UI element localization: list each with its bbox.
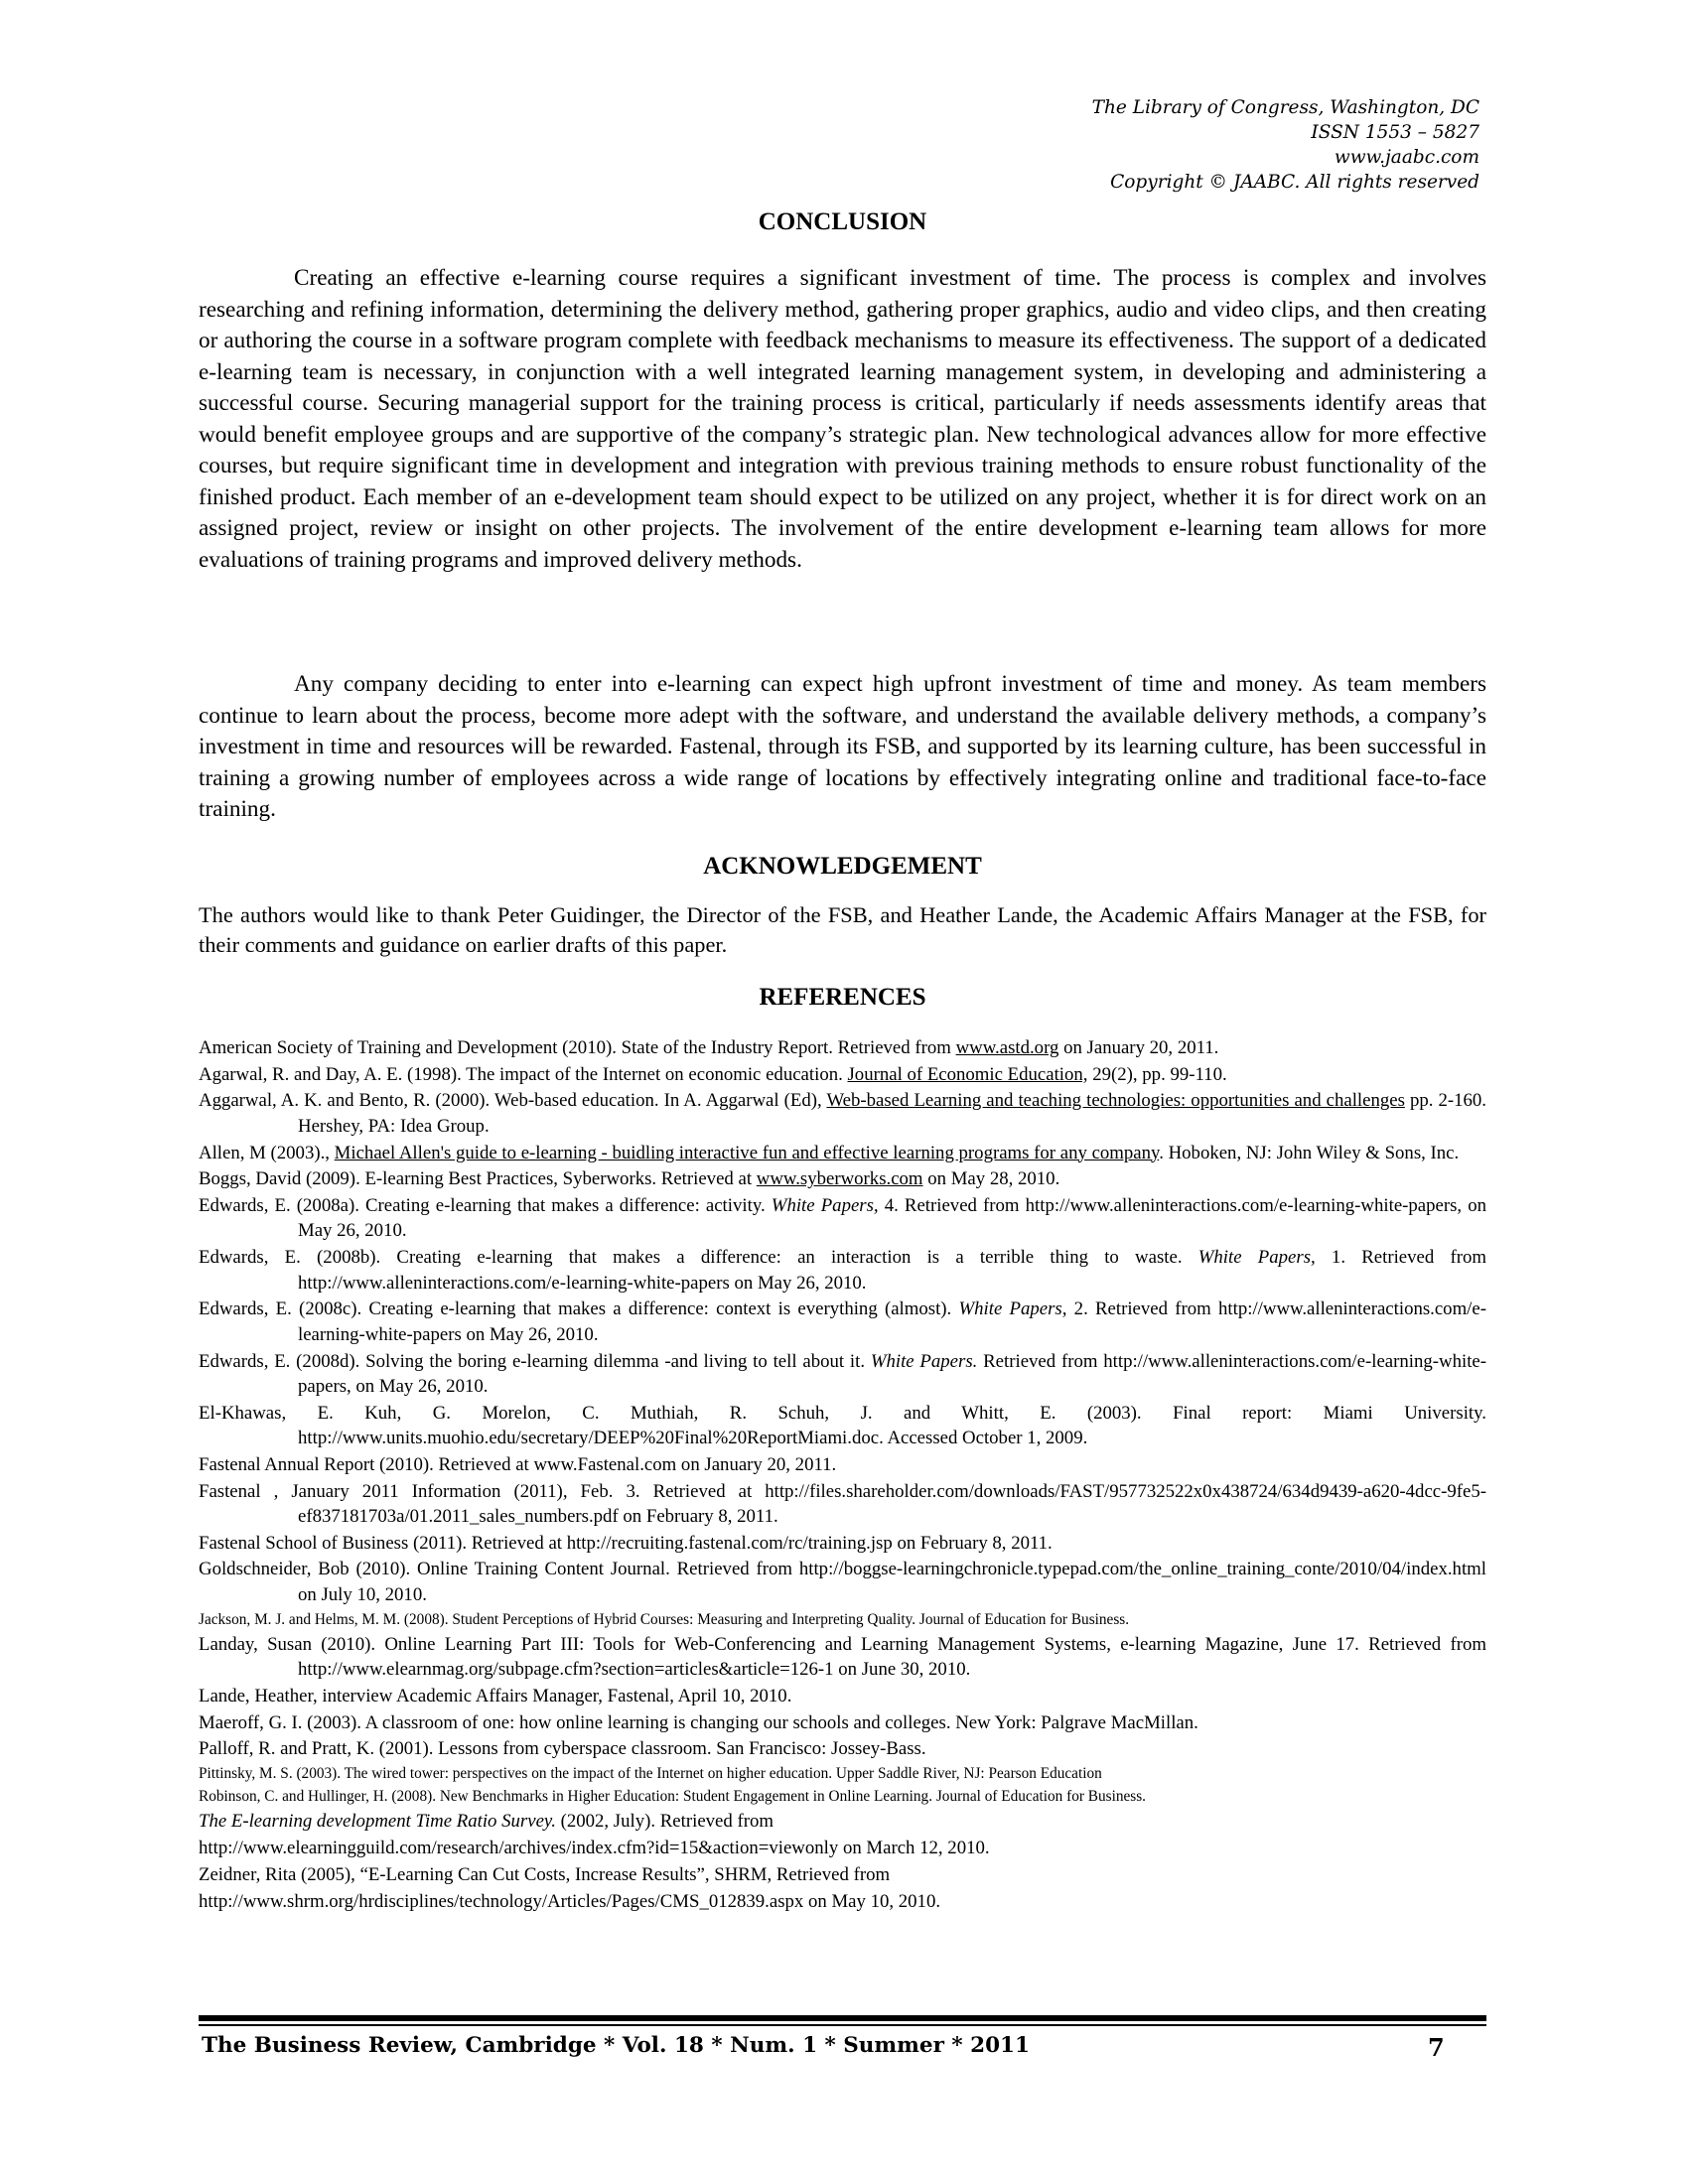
reference-entry <box>199 1141 1486 1166</box>
reference-underlined-title: Journal of Economic Education, <box>847 1063 1088 1085</box>
reference-underlined-title: Web-based Learning and teaching technologies: opportunities and challenges <box>826 1090 1405 1112</box>
reference-text: Fastenal , January 2011 Information (2011), Feb. 3. Retrieved at http://files.shareholder.com/downloads/FAST/957732522x0x438724/634d9439-a620-4dcc-9fe5-ef837181703a/01.2011_sales_numbers.pdf on February 8, 2011. <box>199 1480 1486 1528</box>
header-line: Copyright © JAABC. All rights reserved <box>1110 172 1479 193</box>
reference-text: Goldschneider, Bob (2010). Online Training Content Journal. Retrieved from http://boggse-learningchronicle.typepad.com/the_online_training_conte/2010/04/index.html on July 10, 2010. <box>199 1559 1486 1605</box>
reference-entry <box>199 1809 1486 1835</box>
reference-text: 4. Retrieved from http://www.alleninteractions.com/e-learning-white-papers, on May 26, 2010. <box>298 1194 1487 1242</box>
reference-text: Maeroff, G. I. (2003). A classroom of one: how online learning is changing our schools and colleges. New York: Palgrave MacMillan. <box>199 1711 1198 1733</box>
reference-text: 1. Retrieved from http://www.alleninteractions.com/e-learning-white-papers on May 26, 2010. <box>298 1247 1487 1294</box>
references-heading: REFERENCES <box>759 984 926 1011</box>
reference-text: (2002, July). Retrieved from <box>555 1811 774 1833</box>
reference-entry <box>199 1245 1486 1296</box>
conclusion-paragraph-1: Creating an effective e-learning course requires a significant investment of time. The process is complex and involves researching and refining information, determining the delivery method, gathering proper graphics, audio and video clips, and then creating or authoring the course in a software program complete with feedback mechanisms to measure its effectiveness. The support of a dedicated e-learning team is necessary, in conjunction with a well integrated learning management system, in developing and administering a successful course. Securing managerial support for the training process is critical, particularly if needs assessments identify areas that would benefit employee groups and are supportive of the company’s strategic plan. New technological advances allow for more effective courses, but require significant time in development and integration with previous training methods to ensure robust functionality of the finished product. Each member of an e-development team should expect to be utilized on any project, whether it is for direct work on an assigned project, review or insight on other projects. The involvement of the entire development e-learning team allows for more evaluations of training programs and improved delivery methods. <box>199 265 1486 573</box>
reference-text: Lande, Heather, interview Academic Affairs Manager, Fastenal, April 10, 2010. <box>199 1686 792 1706</box>
footer-journal: The Business Review, Cambridge * Vol. 18 * Num. 1 * Summer * 2011 <box>202 2033 1030 2058</box>
reference-text: Palloff, R. and Pratt, K. (2001). Lessons from cyberspace classroom. San Francisco: Jossey-Bass. <box>199 1738 926 1760</box>
reference-entry <box>199 1349 1486 1400</box>
header-line: www.jaabc.com <box>1334 147 1479 168</box>
reference-underlined-title: www.syberworks.com <box>756 1168 923 1190</box>
reference-text: Robinson, C. and Hullinger, H. (2008). New Benchmarks in Higher Education: Student Engagement in Online Learning. Journal of Education for Business. <box>199 1788 1146 1806</box>
reference-italic-title: The E-learning development Time Ratio Survey. <box>199 1811 556 1833</box>
reference-italic-title: White Papers, <box>771 1194 879 1216</box>
reference-text: Edwards, E. (2008c). Creating e-learning that makes a difference: context is everything (almost). <box>199 1298 959 1320</box>
reference-text: http://www.shrm.org/hrdisciplines/technology/Articles/Pages/CMS_012839.aspx on May 10, 2010. <box>199 1890 941 1912</box>
reference-text: on January 20, 2011. <box>1058 1037 1219 1058</box>
reference-entry <box>199 1609 1486 1631</box>
reference-text: Retrieved from http://www.alleninteractions.com/e-learning-white-papers, on May 26, 2010. <box>298 1350 1487 1397</box>
reference-text: El-Khawas, E. Kuh, G. Morelon, C. Muthiah, R. Schuh, J. and Whitt, E. (2003). Final report: Miami University. http://www.units.muohio.edu/secretary/DEEP%20Final%20ReportMiami.doc. Accessed October 1, 2009. <box>199 1402 1486 1449</box>
references-list <box>199 1035 1486 1915</box>
reference-entry <box>199 1401 1486 1451</box>
header-line: The Library of Congress, Washington, DC <box>1091 97 1479 118</box>
reference-entry <box>199 1684 1486 1709</box>
reference-entry <box>199 1166 1486 1192</box>
reference-entry <box>199 1862 1486 1888</box>
reference-underlined-title: www.astd.org <box>955 1037 1059 1058</box>
reference-entry <box>199 1193 1486 1244</box>
reference-entry <box>199 1763 1486 1785</box>
reference-text: pp. 2-160. Hershey, PA: Idea Group. <box>298 1090 1486 1137</box>
reference-entry <box>199 1062 1486 1088</box>
reference-entry <box>199 1557 1486 1607</box>
reference-text: http://www.elearningguild.com/research/archives/index.cfm?id=15&action=viewonly on March 12, 2010. <box>199 1838 990 1859</box>
reference-text: Edwards, E. (2008a). Creating e-learning that makes a difference: activity. <box>199 1194 772 1216</box>
reference-entry <box>199 1786 1486 1808</box>
reference-italic-title: White Papers. <box>870 1350 978 1372</box>
acknowledgement-heading: ACKNOWLEDGEMENT <box>703 853 982 880</box>
reference-text: 29(2), pp. 99-110. <box>1087 1063 1227 1085</box>
reference-text: Aggarwal, A. K. and Bento, R. (2000). Web-based education. In A. Aggarwal (Ed), <box>199 1090 827 1112</box>
running-header <box>1092 95 1479 195</box>
reference-text: 2. Retrieved from http://www.alleninteractions.com/e-learning-white-papers on May 26, 2010. <box>298 1298 1486 1345</box>
reference-italic-title: White Papers, <box>1197 1247 1316 1269</box>
reference-entry <box>199 1710 1486 1736</box>
reference-entry <box>199 1035 1486 1061</box>
conclusion-paragraph-2: Any company deciding to enter into e-learning can expect high upfront investment of time and money. As team members continue to learn about the process, become more adept with the software, and understand the available delivery methods, a company’s investment in time and resources will be rewarded. Fastenal, through its FSB, and supported by its learning culture, has been successful in training a growing number of employees across a wide range of locations by effectively integrating online and traditional face-to-face training. <box>199 671 1486 822</box>
reference-text: Edwards, E. (2008b). Creating e-learning that makes a difference: an interaction is a terrible thing to waste. <box>199 1247 1198 1269</box>
reference-text: Pittinsky, M. S. (2003). The wired tower: perspectives on the impact of the Internet on higher education. Upper Saddle River, NJ: Pearson Education <box>199 1765 1102 1783</box>
reference-text: Allen, M (2003)., <box>199 1142 335 1163</box>
reference-underlined-title: Michael Allen's guide to e-learning - buidling interactive fun and effective learning programs for any company <box>334 1142 1160 1163</box>
reference-text: Zeidner, Rita (2005), “E-Learning Can Cut Costs, Increase Results”, SHRM, Retrieved from <box>199 1863 891 1885</box>
reference-text: Landay, Susan (2010). Online Learning Part III: Tools for Web-Conferencing and Learning Management Systems, e-learning Magazine, June 17. Retrieved from http://www.elearnmag.org/subpage.cfm?section=articles&article=126-1 on June 30, 2010. <box>199 1633 1486 1681</box>
reference-text: Edwards, E. (2008d). Solving the boring e-learning dilemma -and living to tell about it. <box>199 1350 871 1372</box>
reference-text: on May 28, 2010. <box>922 1168 1060 1190</box>
reference-text: Boggs, David (2009). E-learning Best Practices, Syberworks. Retrieved at <box>199 1168 757 1190</box>
reference-entry <box>199 1479 1486 1530</box>
reference-entry <box>199 1531 1486 1557</box>
reference-entry <box>199 1452 1486 1478</box>
reference-entry <box>199 1889 1486 1915</box>
acknowledgement-text: The authors would like to thank Peter Guidinger, the Director of the FSB, and Heather Lande, the Academic Affairs Manager at the FSB, for their comments and guidance on earlier drafts of this paper. <box>199 902 1486 957</box>
reference-entry <box>199 1836 1486 1861</box>
reference-entry <box>199 1736 1486 1762</box>
reference-italic-title: White Papers, <box>958 1298 1067 1320</box>
conclusion-heading: CONCLUSION <box>758 208 927 235</box>
reference-text: Fastenal School of Business (2011). Retrieved at http://recruiting.fastenal.com/rc/training.jsp on February 8, 2011. <box>199 1532 1053 1554</box>
reference-entry <box>199 1632 1486 1683</box>
page-number: 7 <box>1428 2033 1445 2062</box>
reference-text: Fastenal Annual Report (2010). Retrieved at www.Fastenal.com on January 20, 2011. <box>199 1453 837 1475</box>
footer-rule <box>199 2024 1486 2026</box>
reference-entry <box>199 1088 1486 1139</box>
footer-rule <box>199 2015 1486 2021</box>
reference-text: Jackson, M. J. and Helms, M. M. (2008). Student Perceptions of Hybrid Courses: Measuring and Interpreting Quality. Journal of Education for Business. <box>199 1610 1130 1628</box>
reference-text: . Hoboken, NJ: John Wiley & Sons, Inc. <box>1159 1142 1460 1163</box>
header-line: ISSN 1553 – 5827 <box>1311 122 1479 143</box>
reference-entry <box>199 1297 1486 1347</box>
reference-text: Agarwal, R. and Day, A. E. (1998). The impact of the Internet on economic education. <box>199 1063 848 1085</box>
reference-text: American Society of Training and Development (2010). State of the Industry Report. Retrieved from <box>199 1037 956 1058</box>
